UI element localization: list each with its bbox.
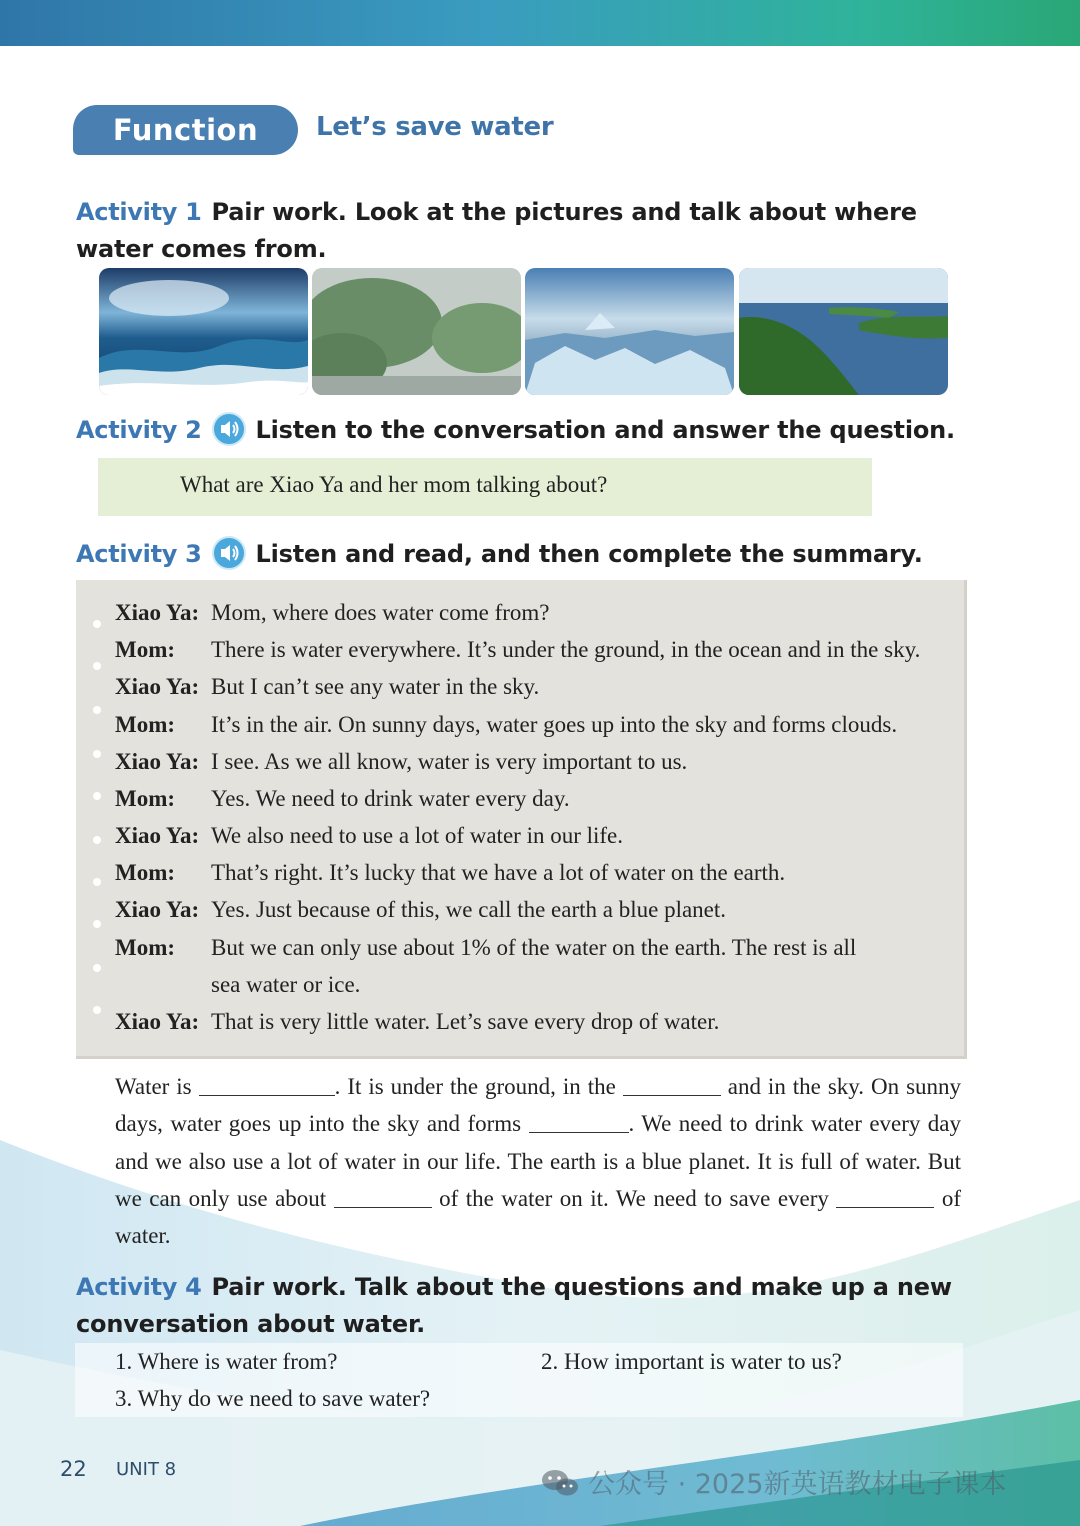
speaker-name: Xiao Ya:	[115, 749, 200, 774]
question-text: What are Xiao Ya and her mom talking about?	[180, 472, 608, 497]
answer-blank[interactable]	[199, 1075, 335, 1096]
glacier-ice-photo	[525, 268, 734, 395]
dialogue-text: Yes. Just because of this, we call the earth a blue planet.	[211, 897, 727, 922]
dialogue-box	[76, 580, 967, 1059]
watermark-text: 公众号 · 2025新英语教材电子课本	[588, 1469, 1007, 1500]
binding-dot	[93, 878, 101, 886]
dialogue-text: Yes. We need to drink water every day.	[211, 786, 570, 811]
dialogue-text: But we can only use about 1% of the water on the earth. The rest is all	[211, 935, 857, 960]
activity-1-label: Activity 1	[76, 198, 202, 226]
dialogue-line	[115, 747, 687, 777]
audio-speaker-icon[interactable]	[212, 536, 246, 570]
speaker-name: Xiao Ya:	[115, 823, 200, 848]
dialogue-line	[115, 672, 539, 702]
dialogue-text: I see. As we all know, water is very important to us.	[211, 749, 688, 774]
lake-islands-photo	[739, 268, 948, 395]
answer-blank[interactable]	[334, 1187, 432, 1208]
discussion-question: 2. How important is water to us?	[541, 1349, 842, 1374]
activity-4-label: Activity 4	[76, 1273, 202, 1301]
answer-blank[interactable]	[836, 1187, 934, 1208]
dialogue-line	[115, 933, 856, 963]
question-box	[98, 458, 872, 516]
speaker-name: Mom:	[115, 860, 176, 885]
summary-text: . It is under the ground, in the	[334, 1074, 616, 1099]
activity-2-label: Activity 2	[76, 416, 202, 444]
speaker-name: Mom:	[115, 786, 176, 811]
activity-2-instruction: Listen to the conversation and answer the question.	[255, 416, 955, 444]
activity-4-heading	[76, 1269, 956, 1343]
dialogue-text: But I can’t see any water in the sky.	[211, 674, 540, 699]
audio-speaker-icon[interactable]	[212, 412, 246, 446]
binding-dot	[93, 620, 101, 628]
speaker-name: Mom:	[115, 935, 176, 960]
answer-blank[interactable]	[623, 1075, 721, 1096]
ocean-waves-photo	[99, 268, 308, 395]
page-number: 22	[60, 1457, 87, 1481]
rain-trees-photo	[312, 268, 521, 395]
dialogue-line	[115, 1007, 719, 1037]
speaker-name: Xiao Ya:	[115, 1009, 200, 1034]
dialogue-text: That is very little water. Let’s save every drop of water.	[211, 1009, 720, 1034]
discussion-question: 3. Why do we need to save water?	[115, 1386, 431, 1411]
activity-3-heading	[76, 536, 956, 573]
lesson-title: Let’s save water	[316, 112, 554, 142]
dialogue-line	[115, 970, 360, 1000]
dialogue-line	[115, 895, 726, 925]
dialogue-line	[115, 784, 570, 814]
dialogue-text: sea water or ice.	[211, 972, 361, 997]
activity-1-instruction: Pair work. Look at the pictures and talk about where water comes from.	[76, 198, 917, 263]
dialogue-text: We also need to use a lot of water in our life.	[211, 823, 624, 848]
activity-3-label: Activity 3	[76, 540, 202, 568]
activity-1-heading	[76, 194, 956, 268]
speaker-name: Xiao Ya:	[115, 674, 200, 699]
wechat-icon	[540, 1468, 580, 1498]
binding-dot	[93, 920, 101, 928]
binding-dot	[93, 750, 101, 758]
discussion-question: 1. Where is water from?	[115, 1349, 338, 1374]
speaker-name: Mom:	[115, 637, 176, 662]
activity-3-instruction: Listen and read, and then complete the summary.	[255, 540, 923, 568]
binding-dot	[93, 964, 101, 972]
dialogue-line	[115, 821, 623, 851]
dialogue-text: That’s right. It’s lucky that we have a lot of water on the earth.	[211, 860, 786, 885]
summary-paragraph	[115, 1068, 961, 1254]
dialogue-line	[115, 598, 550, 628]
dialogue-line	[115, 635, 920, 665]
dialogue-text: Mom, where does water come from?	[211, 600, 550, 625]
answer-blank[interactable]	[529, 1112, 629, 1133]
dialogue-line	[115, 858, 785, 888]
photo-strip	[99, 268, 949, 396]
summary-text: Water is	[115, 1074, 192, 1099]
binding-dot	[93, 792, 101, 800]
summary-text: . We need to drink water every day and we also use a lot of water in our life. The earth is a blue planet. It is full of water. But we can only use about	[115, 1111, 962, 1211]
summary-text: of the water on it. We need to save every	[439, 1185, 829, 1211]
binding-dot	[93, 706, 101, 714]
dialogue-text: There is water everywhere. It’s under the ground, in the ocean and in the sky.	[211, 637, 921, 662]
watermark	[540, 1462, 1006, 1501]
speaker-name: Xiao Ya:	[115, 897, 200, 922]
speaker-name: Mom:	[115, 712, 176, 737]
top-banner	[0, 0, 1080, 46]
unit-label: UNIT 8	[116, 1459, 177, 1480]
binding-dot	[93, 662, 101, 670]
binding-dot	[93, 1006, 101, 1014]
binding-dot	[93, 836, 101, 844]
dialogue-line	[115, 710, 897, 740]
dialogue-text: It’s in the air. On sunny days, water goes up into the sky and forms clouds.	[211, 712, 898, 737]
summary-text: of water.	[115, 1185, 962, 1249]
activity-4-instruction: Pair work. Talk about the questions and make up a new conversation about water.	[76, 1273, 952, 1338]
function-badge: Function	[73, 105, 298, 155]
activity-2-heading	[76, 412, 956, 449]
summary-text: and in the sky. On sunny days, water goes up into the sky and forms	[115, 1074, 962, 1137]
speaker-name: Xiao Ya:	[115, 600, 200, 625]
